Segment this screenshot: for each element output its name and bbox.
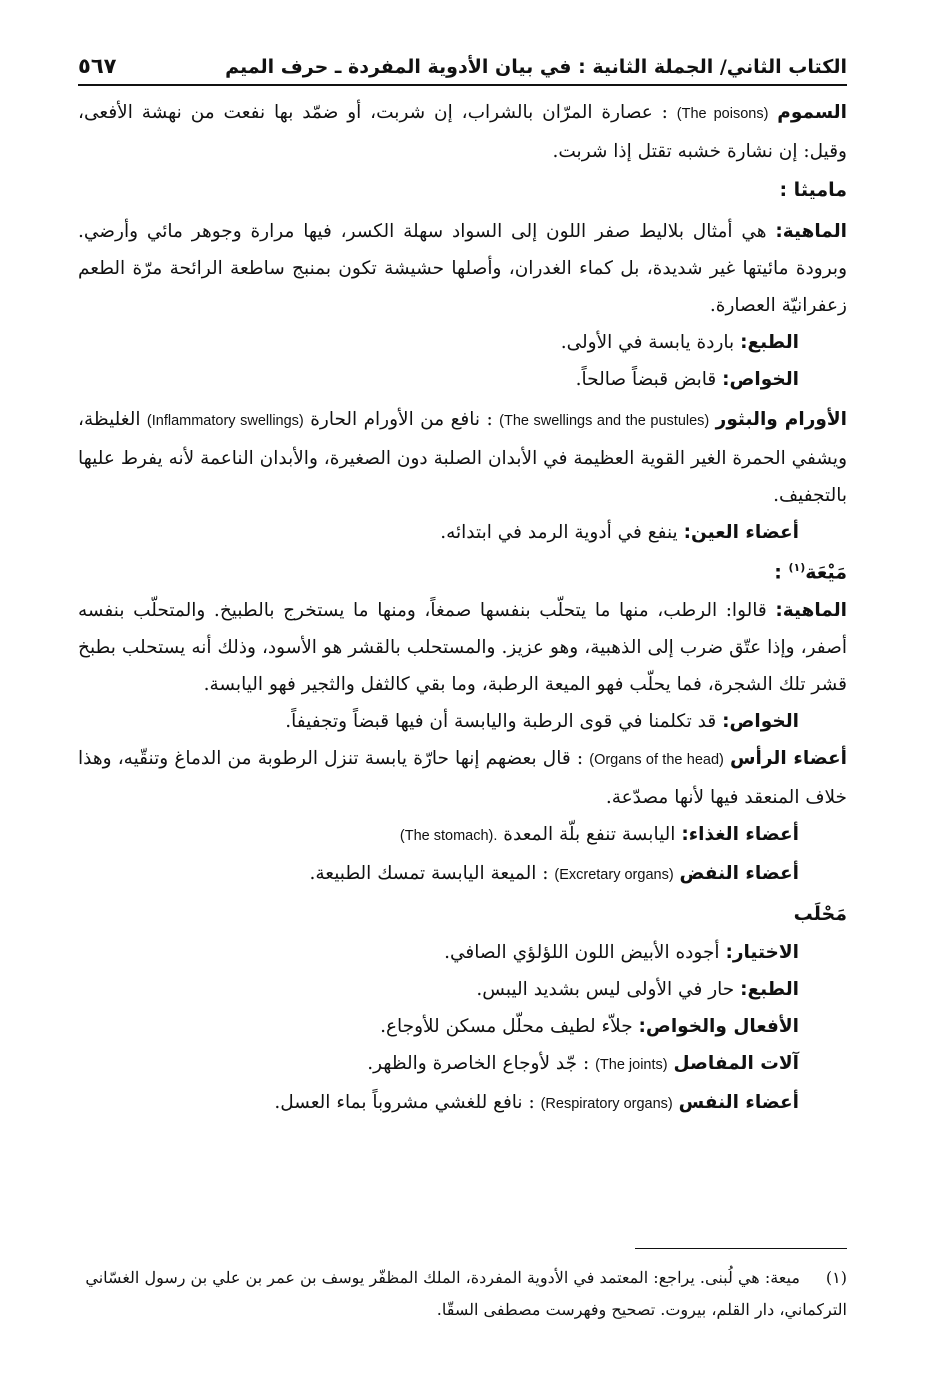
entry-text: قابض قبضاً صالحاً. — [575, 369, 717, 390]
heading-colon: : — [774, 561, 782, 584]
term-properties: الخواص: — [722, 711, 799, 733]
heading-mamitha: ماميثا : — [779, 179, 847, 201]
entry-text: أجوده الأبيض اللون اللؤلؤي الصافي. — [444, 942, 720, 964]
main-text — [78, 94, 847, 1123]
mamitha-temper — [78, 324, 847, 361]
entry-text: هي أمثال بلاليط صفر اللون إلى السواد سهلة الكسر، فيها مرارة وجوهر مائي وأرضي. وبرودة مائيتها غير شديدة، بل كماء الغدران، وأصلها حشيشة تكون بمنبج ساطعة الرائحة مرّة الطعم زعفرانيّة العصارة. — [78, 221, 847, 316]
term-head: أعضاء الرأس — [730, 748, 847, 770]
term-excretion: أعضاء النفض — [679, 863, 799, 885]
english-gloss: (The poisons) — [676, 106, 769, 122]
mahlab-actions — [78, 1008, 847, 1045]
entry-text: ينفع في أدوية الرمد في ابتدائه. — [440, 522, 678, 543]
mayaa-head — [78, 740, 847, 816]
footnote — [78, 1262, 847, 1326]
page-number: ٥٦٧ — [78, 54, 117, 78]
english-gloss: (Respiratory organs) — [540, 1096, 673, 1113]
english-gloss: (Organs of the head) — [589, 752, 724, 769]
entry-poisons — [78, 94, 847, 170]
term-nature: الماهية: — [775, 600, 847, 622]
footnote-number: (١) — [825, 1268, 847, 1287]
term-eye: أعضاء العين: — [683, 522, 799, 543]
entry-text: قد تكلمنا في قوى الرطبة واليابسة أن فيها قبضاً وتجفيفاً. — [285, 711, 717, 733]
entry-text: حار في الأولى ليس بشديد اليبس. — [476, 979, 735, 1001]
term-temper: الطبع: — [740, 332, 799, 353]
term-swellings: الأورام والبثور — [715, 409, 847, 430]
term-food: أعضاء الغذاء: — [681, 824, 799, 846]
term-nature: الماهية: — [775, 221, 847, 242]
entry-text: : نافع للغشي مشروباً بماء العسل. — [274, 1092, 535, 1114]
footnote-ref: (١) — [788, 561, 806, 574]
mamitha-nature — [78, 213, 847, 324]
entry-text: : الميعة اليابسة تمسك الطبيعة. — [309, 863, 549, 885]
entry-text: باردة يابسة في الأولى. — [560, 332, 735, 353]
mayaa-nature — [78, 592, 847, 703]
heading-mayaa — [78, 551, 847, 589]
entry-text: : قال بعضهم إنها حارّة يابسة تنزل الرطوبة من الدماغ وتنقّيه، وهذا خلاف المنعقد فيها لأنها مصدّعة. — [78, 748, 847, 809]
footnote-text: ميعة: هي لُبنى. يراجع: المعتمد في الأدوية المفردة، الملك المظفّر يوسف بن عمر بن علي بن رسول الغسّاني التركماني، دار القلم، بيروت. تصحيح وفهرست مصطفى السقّا. — [85, 1268, 847, 1319]
english-gloss: (Excretary organs) — [554, 867, 674, 884]
entry-text: : عصارة المرّان بالشراب، إن شربت، أو ضمّد بها نفعت من نهشة الأفعى، وقيل: إن نشارة خشبه تقتل إذا شربت. — [78, 102, 847, 162]
english-gloss: (The joints) — [595, 1057, 668, 1074]
mayaa-excretion — [78, 855, 847, 894]
entry-text: جلاّء لطيف محلّل مسكن للأوجاع. — [380, 1016, 633, 1038]
entry-text: اليابسة تنفع بلّة المعدة — [503, 824, 676, 846]
term-properties: الخواص: — [722, 369, 799, 390]
header-title: الكتاب الثاني/ الجملة الثانية : في بيان الأدوية المفردة ـ حرف الميم — [225, 56, 847, 78]
term-actions: الأفعال والخواص: — [638, 1016, 799, 1038]
mahlab-respiratory — [78, 1084, 847, 1123]
term-temper: الطبع: — [740, 979, 799, 1001]
term-poisons: السموم — [777, 102, 847, 123]
mamitha-swellings — [78, 401, 847, 514]
english-gloss: (The stomach). — [399, 828, 498, 845]
footnote-rule — [635, 1248, 847, 1249]
english-gloss: (The swellings and the pustules) — [499, 413, 710, 429]
entry-text: الغليظة، ويشفي الحمرة الغير القوية العظيمة في الأبدان الصلبة دون الصغيرة، والأبدان الناعمة لأنه يفرط عليها بالتجفيف. — [78, 409, 847, 506]
header-rule — [78, 84, 847, 86]
mamitha-eye — [78, 514, 847, 551]
mayaa-food — [78, 816, 847, 855]
mamitha-properties — [78, 361, 847, 398]
entry-text: : جّد لأوجاع الخاصرة والظهر. — [367, 1053, 590, 1075]
english-gloss: (Inflammatory swellings) — [146, 413, 304, 429]
running-header — [78, 38, 847, 78]
term-joints: آلات المفاصل — [673, 1053, 799, 1075]
mayaa-properties — [78, 703, 847, 740]
mahlab-temper — [78, 971, 847, 1008]
mahlab-choice — [78, 934, 847, 971]
mahlab-joints — [78, 1045, 847, 1084]
entry-text: : نافع من الأورام الحارة — [310, 409, 493, 430]
term-choice: الاختيار: — [725, 942, 799, 964]
heading-mahlab: مَحْلَب — [793, 903, 847, 926]
term-respiratory: أعضاء النفس — [678, 1092, 799, 1114]
entry-text: قالوا: الرطب، منها ما يتحلّب بنفسها صمغاً، ومنها ما يستخرج بالطبيخ. والمتحلّب بنفسه أصفر، وإذا عتّق ضرب إلى الذهبية، وهو عزيز. والمستحلب بالقشر هو الأسود، وذلك أنه يستحلب بطبخ قشر تلك الشجرة، فما يحلّب فهو الميعة الرطبة، وما بقي كالثفل والثجير فهو اليابسة. — [78, 600, 847, 696]
heading-text: مَيْعَة — [805, 561, 847, 584]
